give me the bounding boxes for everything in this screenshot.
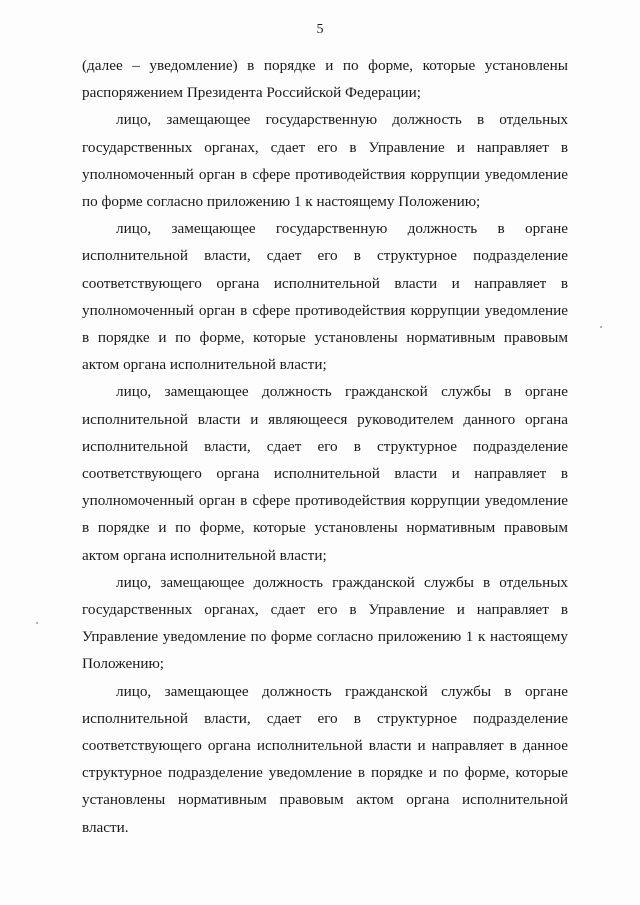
paragraph-6: лицо, замещающее должность гражданской службы в органе исполнительной власти, сдает его в структурное подразделение соответствующего органа исполнительной власти и направляет в данное структурное подразделение уведомление в порядке и по форме, которые установлены нормативным правовым актом органа исполнительной власти. [82, 682, 568, 836]
document-body [82, 52, 568, 841]
paragraph-1: (далее – уведомление) в порядке и по форме, которые установлены распоряжением Президента Российской Федерации; [82, 57, 568, 102]
scan-speck [36, 622, 38, 624]
paragraph-5: лицо, замещающее должность гражданской службы в отдельных государственных органах, сдает его в Управление и направляет в Управление уведомление по форме согласно приложению 1 к настоящему Положению; [82, 573, 568, 673]
page-number: 5 [316, 22, 324, 37]
paragraph-4: лицо, замещающее должность гражданской службы в органе исполнительной власти и являющееся руководителем данного органа исполнительной власти, сдает его в структурное подразделение соответствующего органа исполнительной власти и направляет в уполномоченный орган в сфере противодействия коррупции уведомление в порядке и по форме, которые установлены нормативным правовым актом органа исполнительной власти; [82, 383, 568, 564]
paragraph-3: лицо, замещающее государственную должность в органе исполнительной власти, сдает его в структурное подразделение соответствующего органа исполнительной власти и направляет в уполномоченный орган в сфере противодействия коррупции уведомление в порядке и по форме, которые установлены нормативным правовым актом органа исполнительной власти; [82, 220, 568, 374]
scan-speck [600, 326, 602, 328]
paragraph-2: лицо, замещающее государственную должность в отдельных государственных органах, сдает его в Управление и направляет в уполномоченный орган в сфере противодействия коррупции уведомление по форме согласно приложению 1 к настоящему Положению; [82, 111, 568, 211]
